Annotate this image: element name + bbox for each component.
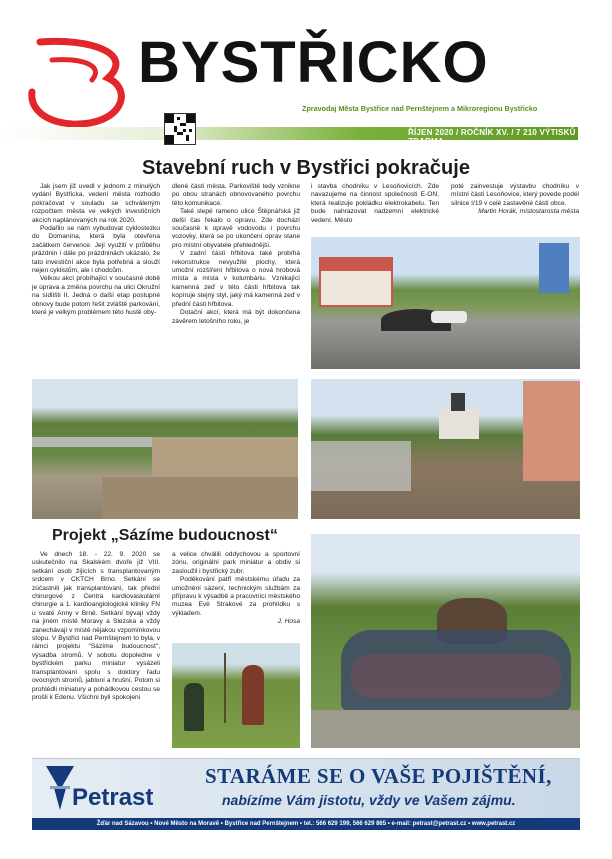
photo-group-bison bbox=[311, 534, 580, 748]
paragraph: Ve dnech 18. - 22. 9. 2020 se uskutečnilo na Skalském dvoře již VIII. setkání osob žijících s transplantovaným srdcem v CKTCH Brno. Setkání se zúčastnili jak transplantovaní, tak přední chirurgové z Centra kardiovaskulární chirurgie a 1. kardioangiologické kliniky FN u svaté Anny v Brně. Setkání bývají vždy na jiném místě Moravy a Slezska a vždy zanechávají v místě nějakou vzpomínkovou stopu. V Bystřici nad Pernštejnem to byla, v rámci projektu "Sázíme budoucnost", výsadba stromů. V sobotu dopoledne v bystřickém parku miniatur vysázeli transplantovaní spolu s doktory řadu ovocných stromů, jabloní a hrušní. Potom si prohlédli miniatury a pohádkovou cestou se prošli k Edenu. Všichni byli spokojeni bbox=[32, 551, 160, 701]
photo-cemetery-wall bbox=[32, 379, 298, 519]
ad-brand: Petrast bbox=[72, 784, 154, 811]
paragraph: Podařilo se nám vybudovat cyklostezku do Domanína, která byla otevřena začátkem července. Její využití v průběhu prázdnin i dále po prázdninách ukázalo, že tato investiční akce byla potřebná a slouží nejen cyklistům, ale i chodcům. bbox=[32, 225, 160, 275]
paragraph: a velice chválili oddychovou a sportovní zónu, originální park miniatur a obdiv si zasloužil i bystřický zubr. bbox=[172, 551, 300, 575]
article2-signature: J. Hosa bbox=[277, 618, 300, 626]
article2-headline: Projekt „Sázíme budoucnost“ bbox=[52, 527, 278, 544]
paragraph: Poděkování patří městskému úřadu za umožnění sázení, technickým službám za přípravu k výsadbě a pracovníci městského muzea Evě Strakové za prohlídku s výkladem. bbox=[172, 576, 300, 617]
ad-contact: Žďár nad Sázavou • Nové Město na Moravě • Bystřice nad Pernštejnem • tel.: 566 629 199, 566 629 865 • e-mail: petrast@petrast.cz • www.petrast.cz bbox=[32, 818, 580, 830]
masthead-logo bbox=[22, 30, 142, 130]
paragraph: Také slepé rameno ulice Štěpnářská již delší čas řekalo o opravu. Zde dochází současně k opravě vodovodu i povrchu vozovky, která se po ukončení oprav stane pro místní obyvatele přehlednější. bbox=[172, 208, 300, 249]
ad-headline: STARÁME SE O VAŠE POJIŠTĚNÍ, bbox=[205, 764, 552, 788]
article-column-1 bbox=[32, 183, 160, 318]
paragraph: V zadní části hřbitova také probíhá rekonstrukce nevyužité plochy, která umožní rozšíření hřbitova o nová hrobová místa a místa v kolumbáriu. Vznikající kamenná zeď v této části hřbitova tak kopíruje stejný styl, jaký má kamenná zeď v přední části hřbitova. bbox=[172, 250, 300, 308]
qr-code-icon bbox=[164, 113, 196, 145]
paragraph: Velkou akcí probíhající v současné době je úprava a změna povrchu na ulici Okružní na sídlišti II. Jedná o další etap postupné obnovy bude potom řešit zvláště parkování, které je velkým problémem této hustě oby- bbox=[32, 275, 160, 317]
article-signature: Martin Horák, místostarosta města bbox=[478, 208, 579, 216]
photo-tree-planting bbox=[172, 643, 300, 748]
article-column-4 bbox=[451, 183, 579, 217]
article-headline: Stavební ruch v Bystřici pokračuje bbox=[142, 157, 470, 179]
ad-tagline: nabízíme Vám jistotu, vždy ve Vašem zájmu. bbox=[222, 792, 516, 808]
article-column-2 bbox=[172, 183, 300, 326]
paragraph: Jak jsem již uvedl v jednom z minulých vydání Bystřicka, vedení města rozhodlo pokračovat v souladu se schváleným rozpočtem města ve velkých investičních akcích naplánovaných na rok 2020. bbox=[32, 183, 160, 224]
paragraph: poté zainvestuje výstavbu chodníku v místní části Lesoňovice, který povede podél silnice I/19 v celé zastavěné části obce. bbox=[451, 183, 579, 207]
paragraph: Dotační akcí, která má být dokončena závěrem letošního roku, je bbox=[172, 309, 300, 325]
masthead-title: BYSTŘICKO bbox=[138, 30, 489, 95]
article2-column-2 bbox=[172, 551, 300, 627]
article2-column-1 bbox=[32, 551, 160, 702]
masthead-subtitle: Zpravodaj Města Bystřice nad Pernštejnem a Mikroregionu Bystřicko bbox=[302, 104, 538, 113]
article-column-3 bbox=[311, 183, 439, 225]
photo-sidewalk-lesonovice bbox=[311, 379, 580, 519]
paragraph: dlené části města. Parkoviště tedy vznikne po obou stranách obnovovaného povrchu této komunikace. bbox=[172, 183, 300, 207]
paragraph: i stavba chodníku v Lesoňovicích. Zde navazujeme na činnost společnosti E-ON, která realizuje pokládku elektrokabelu. Ten bude nahrazovat nadzemní elektrické vedení. Město bbox=[311, 183, 439, 224]
photo-parking-construction bbox=[311, 237, 580, 369]
issue-info: ŘÍJEN 2020 / ROČNÍK XV. / 7 210 VÝTISKŮ ZDARMA bbox=[408, 128, 576, 146]
